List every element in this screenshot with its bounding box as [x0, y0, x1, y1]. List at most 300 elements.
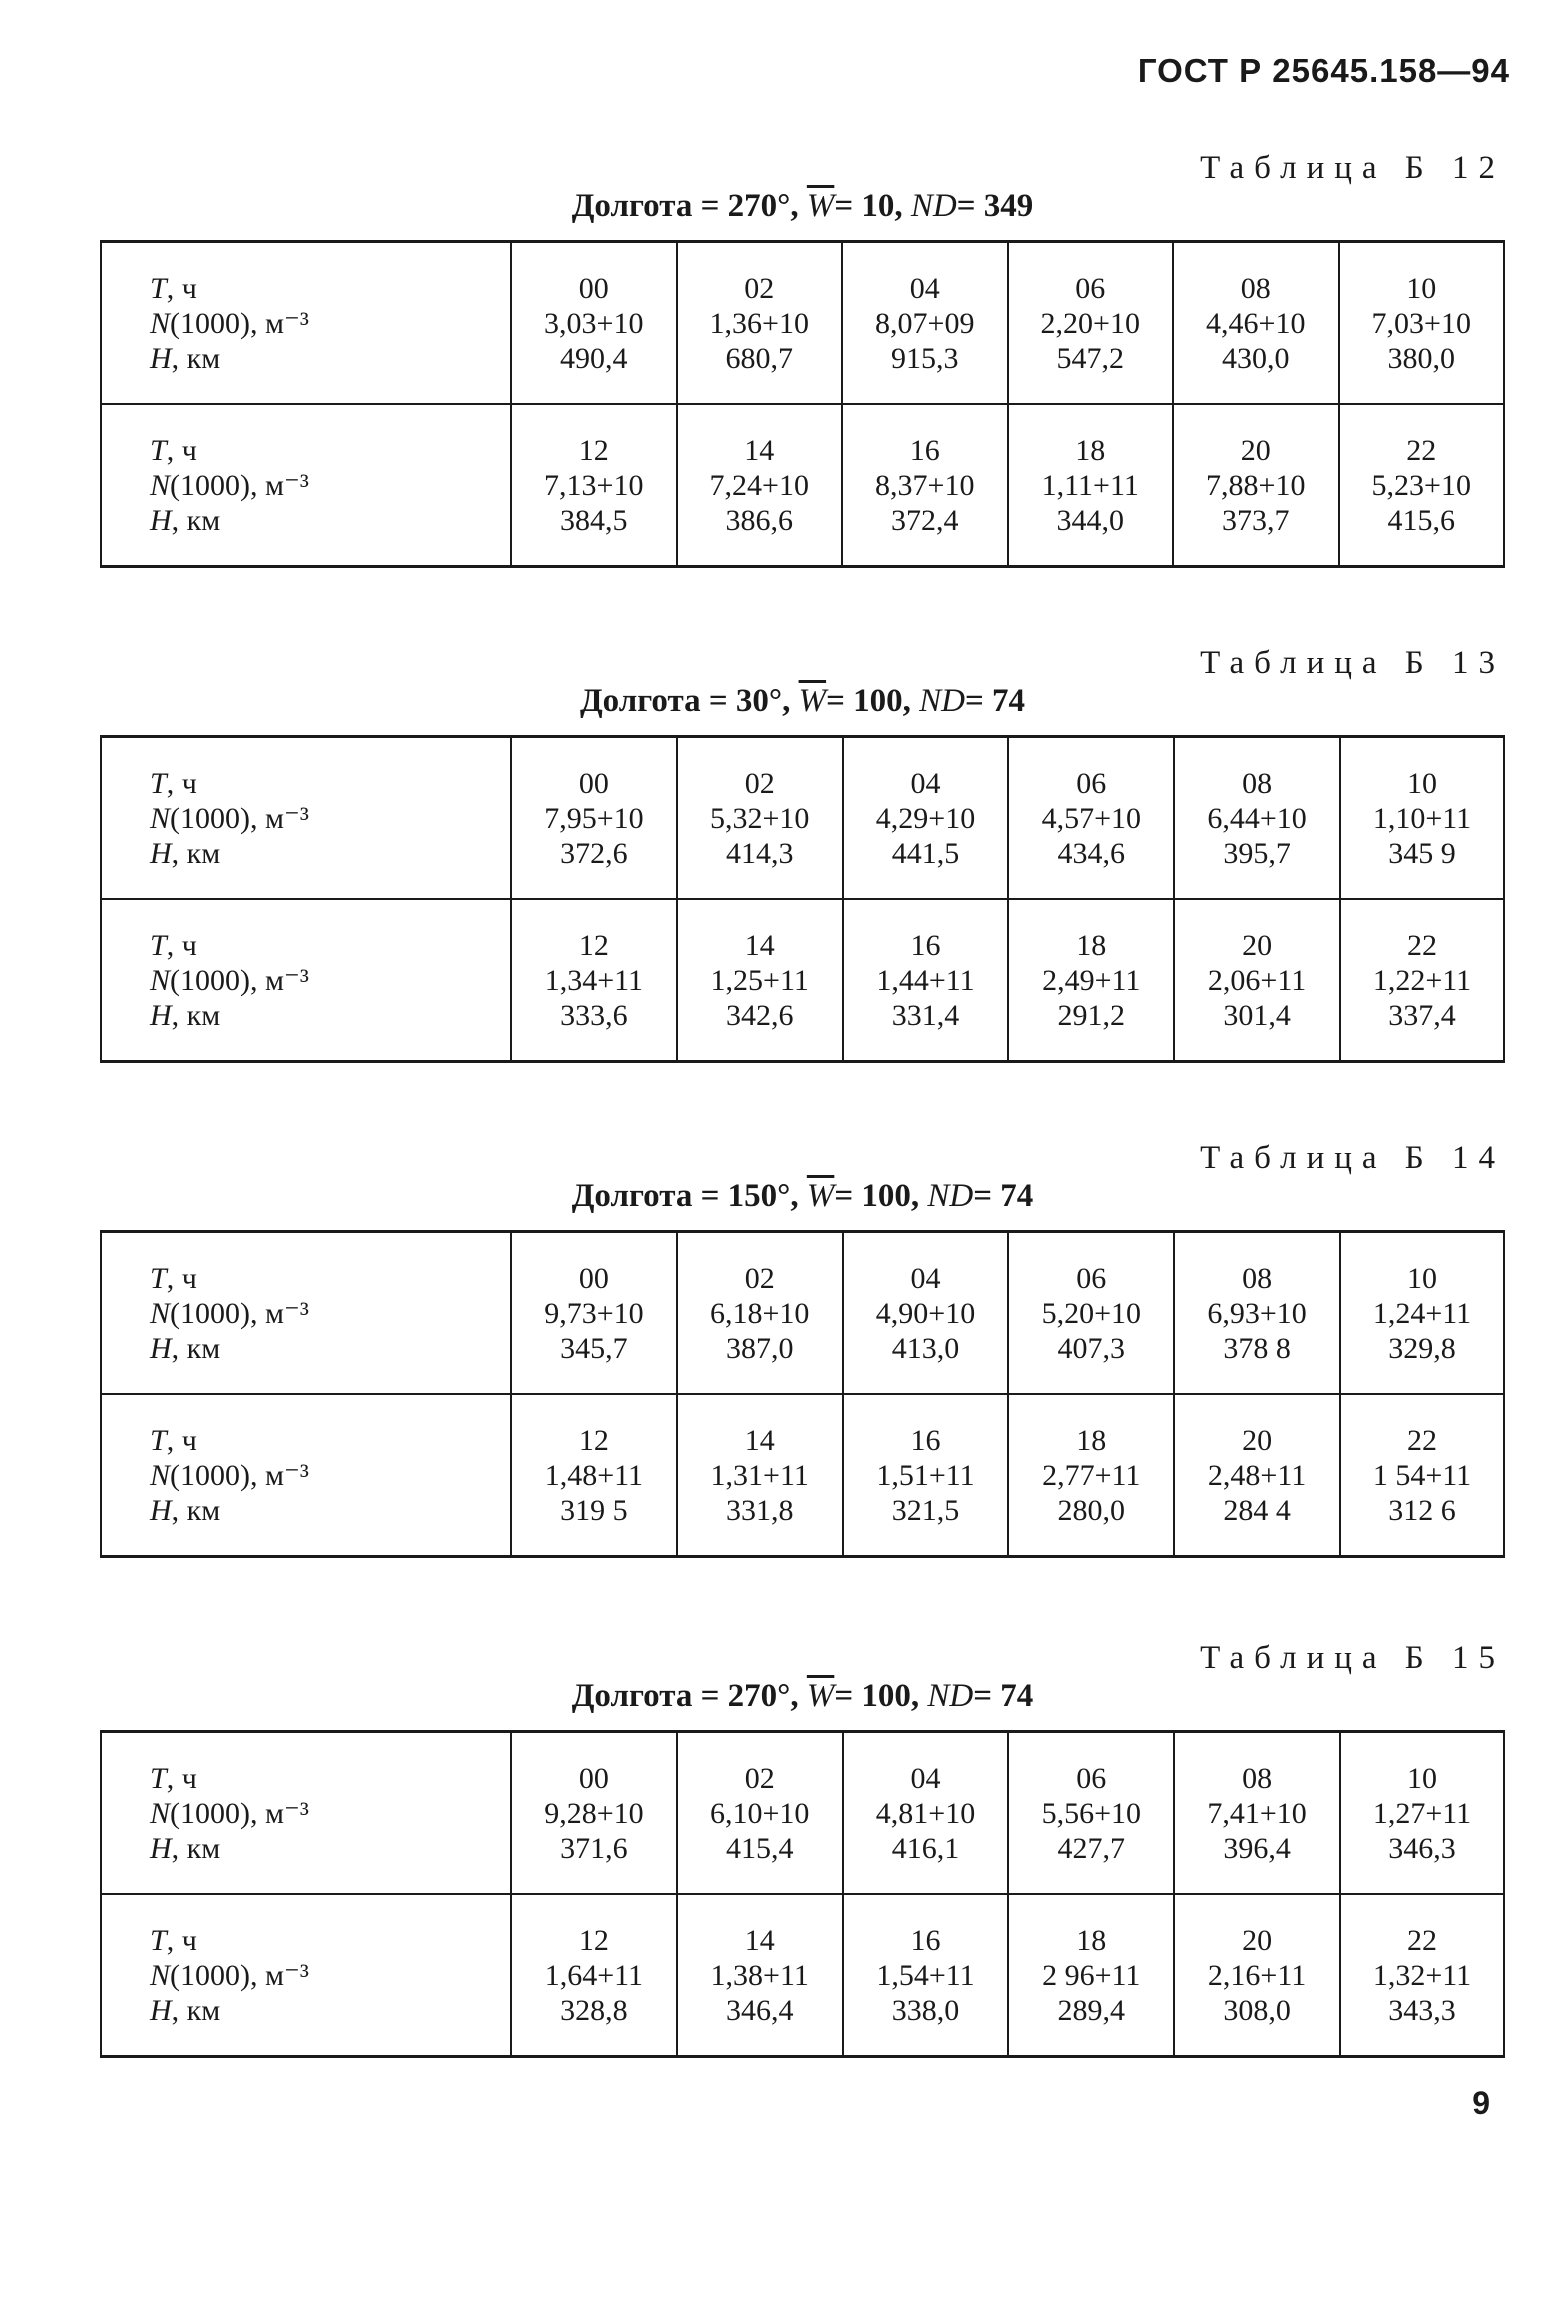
param-labels-cell	[101, 737, 511, 900]
value-cell	[1008, 737, 1174, 900]
caption-w-symbol: $\overline{W}$	[806, 1678, 835, 1714]
param-unit-height: , км	[171, 1831, 221, 1865]
cell-density-value: 5,20+10	[1041, 1296, 1141, 1330]
table-label: Таблица Б 14	[1200, 1140, 1505, 1176]
param-label-time	[150, 271, 510, 306]
value-cell	[1340, 737, 1504, 900]
cell-density-value: 7,88+10	[1206, 468, 1306, 502]
cell-height-value: 915,3	[891, 341, 959, 375]
cell-height-value: 380,0	[1387, 341, 1455, 375]
cell-density-value: 4,29+10	[875, 801, 976, 835]
value-cell	[1340, 1894, 1504, 2057]
cell-height-value: 329,8	[1388, 1331, 1456, 1365]
cell-time-value: 18	[1076, 928, 1107, 962]
value-cell	[677, 1732, 843, 1895]
cell-height-value: 289,4	[1057, 1993, 1126, 2027]
value-cell	[1174, 899, 1340, 1062]
value-cell	[1008, 1732, 1174, 1895]
value-cell	[1008, 1894, 1174, 2057]
cell-time-value: 08	[1242, 1261, 1273, 1295]
param-label-height	[150, 341, 510, 376]
param-unit-density: (1000), м⁻³	[170, 1958, 309, 1992]
value-cell	[1174, 1232, 1340, 1395]
value-cell	[1008, 1232, 1174, 1395]
value-cell	[1008, 404, 1174, 567]
param-symbol-density: N	[150, 801, 171, 835]
value-cell	[1339, 404, 1505, 567]
cell-density-value: 1,54+11	[876, 1958, 975, 1992]
cell-height-value: 386,6	[725, 503, 793, 537]
cell-density-value: 1 54+11	[1372, 1458, 1472, 1492]
cell-density-value: 2 96+11	[1042, 1958, 1141, 1992]
caption-w-symbol: $\overline{W}$	[806, 1178, 835, 1214]
cell-height-value: 441,5	[891, 836, 960, 870]
value-cell	[1340, 1232, 1504, 1395]
param-symbol-density: N	[150, 1958, 171, 1992]
caption-longitude: Долгота = 150°,	[571, 1178, 799, 1214]
param-symbol-density: N	[150, 963, 171, 997]
cell-height-value: 407,3	[1057, 1331, 1126, 1365]
value-cell	[842, 404, 1008, 567]
cell-time-value: 20	[1240, 433, 1271, 467]
cell-height-value: 547,2	[1056, 341, 1124, 375]
cell-density-value: 6,93+10	[1207, 1296, 1307, 1330]
cell-time-value: 12	[578, 1423, 609, 1457]
cell-height-value: 396,4	[1223, 1831, 1291, 1865]
value-cell	[843, 1894, 1009, 2057]
param-unit-height: , км	[171, 1331, 221, 1365]
value-cell	[511, 404, 677, 567]
cell-density-value: 6,18+10	[709, 1296, 810, 1330]
caption-longitude: Долгота = 270°,	[571, 188, 799, 224]
table-caption	[100, 1678, 1505, 1715]
caption-nd-value: = 74	[973, 1678, 1034, 1714]
table-row	[101, 404, 1504, 567]
param-symbol-height: H	[150, 1331, 172, 1365]
param-symbol-time: T	[150, 928, 167, 962]
caption-w-symbol: $\overline{W}$	[806, 188, 835, 224]
value-cell	[511, 1232, 677, 1395]
value-cell	[1340, 899, 1504, 1062]
cell-density-value: 1,38+11	[710, 1958, 809, 1992]
cell-time-value: 02	[744, 1761, 775, 1795]
param-symbol-density: N	[150, 1458, 171, 1492]
cell-density-value: 8,37+10	[875, 468, 975, 502]
value-cell	[511, 1394, 677, 1557]
cell-density-value: 1,11+11	[1041, 468, 1139, 502]
cell-height-value: 338,0	[891, 1993, 960, 2027]
cell-height-value: 413,0	[891, 1331, 960, 1365]
cell-time-value: 10	[1406, 766, 1437, 800]
caption-nd-symbol: ND	[927, 1178, 974, 1214]
cell-height-value: 395,7	[1223, 836, 1291, 870]
cell-time-value: 18	[1076, 1423, 1107, 1457]
cell-density-value: 1,48+11	[544, 1458, 644, 1492]
value-cell	[1008, 899, 1174, 1062]
cell-time-value: 12	[578, 433, 609, 467]
param-label-time	[150, 433, 510, 468]
cell-density-value: 2,16+11	[1207, 1958, 1307, 1992]
param-symbol-time: T	[150, 271, 167, 305]
cell-density-value: 5,23+10	[1371, 468, 1471, 502]
table-row	[101, 1732, 1504, 1895]
cell-density-value: 1,32+11	[1372, 1958, 1472, 1992]
cell-density-value: 3,03+10	[544, 306, 644, 340]
table-row	[101, 1894, 1504, 2057]
param-label-density	[150, 306, 510, 341]
cell-density-value: 9,73+10	[544, 1296, 644, 1330]
value-cell	[843, 899, 1009, 1062]
cell-density-value: 4,81+10	[875, 1796, 976, 1830]
param-symbol-time: T	[150, 1761, 167, 1795]
value-cell	[843, 737, 1009, 900]
param-symbol-density: N	[150, 306, 171, 340]
param-label-density	[150, 1958, 510, 1993]
param-label-time	[150, 1423, 510, 1458]
cell-time-value: 06	[1075, 271, 1106, 305]
caption-nd-value: = 349	[956, 188, 1034, 224]
cell-height-value: 384,5	[560, 503, 628, 537]
cell-density-value: 5,56+10	[1041, 1796, 1141, 1830]
cell-height-value: 337,4	[1388, 998, 1456, 1032]
cell-time-value: 08	[1240, 271, 1271, 305]
param-unit-time: , ч	[166, 1261, 197, 1295]
cell-time-value: 10	[1406, 271, 1437, 305]
param-labels-cell	[101, 1894, 511, 2057]
table-row	[101, 737, 1504, 900]
cell-time-value: 10	[1406, 1761, 1437, 1795]
value-cell	[843, 1732, 1009, 1895]
param-label-height	[150, 1993, 510, 2028]
param-unit-time: , ч	[166, 928, 197, 962]
value-cell	[1174, 1394, 1340, 1557]
param-unit-density: (1000), м⁻³	[170, 1796, 309, 1830]
caption-w-symbol: $\overline{W}$	[798, 683, 827, 719]
caption-nd-symbol: ND	[910, 188, 957, 224]
param-label-time	[150, 1761, 510, 1796]
cell-time-value: 08	[1242, 1761, 1273, 1795]
table-caption	[100, 188, 1505, 225]
cell-height-value: 308,0	[1223, 1993, 1291, 2027]
param-unit-density: (1000), м⁻³	[170, 963, 309, 997]
cell-density-value: 4,57+10	[1041, 801, 1141, 835]
cell-time-value: 06	[1076, 1261, 1107, 1295]
cell-height-value: 301,4	[1223, 998, 1291, 1032]
table-row	[101, 242, 1504, 405]
cell-height-value: 284 4	[1223, 1493, 1291, 1527]
cell-time-value: 14	[744, 1923, 775, 1957]
table-label: Таблица Б 15	[1200, 1640, 1505, 1676]
cell-time-value: 16	[910, 1923, 941, 1957]
caption-w-value: = 100,	[834, 1178, 920, 1214]
caption-nd-symbol: ND	[919, 683, 965, 719]
param-unit-density: (1000), м⁻³	[170, 1296, 309, 1330]
caption-w-value: = 100,	[826, 683, 911, 719]
cell-height-value: 414,3	[725, 836, 794, 870]
caption-nd-value: = 74	[973, 1178, 1034, 1214]
cell-height-value: 343,3	[1388, 1993, 1456, 2027]
cell-density-value: 5,32+10	[709, 801, 810, 835]
cell-time-value: 02	[744, 271, 775, 305]
cell-density-value: 1,10+11	[1372, 801, 1472, 835]
param-unit-height: , км	[171, 998, 221, 1032]
cell-height-value: 280,0	[1057, 1493, 1126, 1527]
param-symbol-time: T	[150, 1423, 167, 1457]
cell-time-value: 04	[909, 271, 940, 305]
param-symbol-density: N	[150, 1296, 171, 1330]
cell-time-value: 00	[578, 1261, 609, 1295]
param-symbol-height: H	[150, 1993, 172, 2027]
param-unit-height: , км	[171, 836, 221, 870]
cell-time-value: 06	[1076, 1761, 1107, 1795]
param-labels-cell	[101, 1732, 511, 1895]
cell-time-value: 14	[744, 1423, 775, 1457]
cell-density-value: 1,34+11	[544, 963, 644, 997]
cell-height-value: 427,7	[1057, 1831, 1126, 1865]
page-number: 9	[1472, 2085, 1490, 2121]
value-cell	[1174, 1894, 1340, 2057]
cell-density-value: 4,46+10	[1206, 306, 1306, 340]
cell-height-value: 333,6	[560, 998, 628, 1032]
cell-height-value: 319 5	[560, 1493, 628, 1527]
param-symbol-height: H	[150, 836, 172, 870]
cell-density-value: 7,41+10	[1207, 1796, 1307, 1830]
cell-height-value: 415,4	[725, 1831, 794, 1865]
param-symbol-height: H	[150, 1831, 172, 1865]
cell-time-value: 12	[578, 928, 609, 962]
param-labels-cell	[101, 899, 511, 1062]
value-cell	[1174, 1732, 1340, 1895]
param-symbol-height: H	[150, 503, 172, 537]
data-table	[100, 1730, 1505, 2058]
cell-time-value: 14	[744, 928, 775, 962]
cell-time-value: 00	[578, 271, 609, 305]
value-cell	[511, 737, 677, 900]
param-unit-height: , км	[171, 1993, 221, 2027]
cell-height-value: 371,6	[560, 1831, 628, 1865]
value-cell	[511, 899, 677, 1062]
cell-density-value: 7,13+10	[544, 468, 644, 502]
value-cell	[511, 1732, 677, 1895]
page-header: ГОСТ Р 25645.158—94	[1137, 52, 1510, 89]
cell-height-value: 346,4	[725, 1993, 794, 2027]
caption-w-value: = 10,	[834, 188, 903, 224]
param-label-time	[150, 1261, 510, 1296]
cell-time-value: 20	[1242, 1923, 1273, 1957]
cell-height-value: 291,2	[1057, 998, 1126, 1032]
param-unit-time: , ч	[166, 1761, 197, 1795]
caption-w-value: = 100,	[834, 1678, 920, 1714]
caption-longitude: Долгота = 270°,	[571, 1678, 799, 1714]
cell-height-value: 345 9	[1388, 836, 1456, 870]
value-cell	[1340, 1732, 1504, 1895]
param-label-height	[150, 503, 510, 538]
table-row	[101, 1232, 1504, 1395]
value-cell	[677, 899, 843, 1062]
param-label-time	[150, 928, 510, 963]
param-labels-cell	[101, 1394, 511, 1557]
value-cell	[677, 1894, 843, 2057]
cell-time-value: 04	[910, 1261, 941, 1295]
cell-density-value: 6,10+10	[709, 1796, 810, 1830]
table-row	[101, 1394, 1504, 1557]
cell-time-value: 00	[578, 766, 609, 800]
param-unit-density: (1000), м⁻³	[170, 468, 309, 502]
cell-height-value: 415,6	[1387, 503, 1455, 537]
cell-time-value: 20	[1242, 1423, 1273, 1457]
param-unit-time: , ч	[166, 433, 197, 467]
param-label-density	[150, 1458, 510, 1493]
param-symbol-height: H	[150, 998, 172, 1032]
param-symbol-time: T	[150, 1261, 167, 1295]
cell-density-value: 7,95+10	[544, 801, 644, 835]
cell-density-value: 1,25+11	[710, 963, 809, 997]
cell-density-value: 9,28+10	[544, 1796, 644, 1830]
param-label-density	[150, 801, 510, 836]
param-symbol-density: N	[150, 1796, 171, 1830]
param-unit-density: (1000), м⁻³	[170, 801, 309, 835]
param-label-height	[150, 1493, 510, 1528]
cell-density-value: 1,24+11	[1372, 1296, 1472, 1330]
caption-longitude: Долгота = 30°,	[579, 683, 791, 719]
cell-density-value: 1,44+11	[876, 963, 975, 997]
cell-height-value: 328,8	[560, 1993, 628, 2027]
cell-height-value: 331,4	[891, 998, 960, 1032]
value-cell	[1340, 1394, 1504, 1557]
param-unit-time: , ч	[166, 1423, 197, 1457]
data-table	[100, 735, 1505, 1063]
value-cell	[677, 404, 843, 567]
param-label-height	[150, 836, 510, 871]
cell-height-value: 345,7	[560, 1331, 628, 1365]
cell-density-value: 4,90+10	[875, 1296, 976, 1330]
param-label-density	[150, 963, 510, 998]
cell-height-value: 387,0	[725, 1331, 794, 1365]
value-cell	[843, 1232, 1009, 1395]
value-cell	[677, 1232, 843, 1395]
param-labels-cell	[101, 242, 511, 405]
cell-time-value: 18	[1076, 1923, 1107, 1957]
table-block	[100, 150, 1505, 610]
param-unit-time: , ч	[166, 1923, 197, 1957]
param-label-density	[150, 1296, 510, 1331]
value-cell	[677, 737, 843, 900]
cell-density-value: 1,64+11	[544, 1958, 644, 1992]
cell-height-value: 490,4	[560, 341, 628, 375]
cell-density-value: 1,22+11	[1372, 963, 1472, 997]
cell-density-value: 7,24+10	[709, 468, 809, 502]
table-caption	[100, 1178, 1505, 1215]
table-block	[100, 1140, 1505, 1600]
table-label: Таблица Б 13	[1200, 645, 1505, 681]
value-cell	[1008, 1394, 1174, 1557]
param-unit-time: , ч	[166, 271, 197, 305]
param-label-time	[150, 1923, 510, 1958]
value-cell	[677, 1394, 843, 1557]
cell-density-value: 2,06+11	[1207, 963, 1307, 997]
param-symbol-height: H	[150, 341, 172, 375]
cell-time-value: 04	[910, 766, 941, 800]
caption-nd-value: = 74	[964, 683, 1026, 719]
cell-time-value: 02	[744, 1261, 775, 1295]
cell-time-value: 16	[910, 928, 941, 962]
param-label-time	[150, 766, 510, 801]
param-unit-height: , км	[171, 503, 221, 537]
param-symbol-height: H	[150, 1493, 172, 1527]
cell-height-value: 331,8	[725, 1493, 794, 1527]
param-label-density	[150, 1796, 510, 1831]
cell-density-value: 2,20+10	[1040, 306, 1140, 340]
cell-height-value: 372,4	[891, 503, 959, 537]
cell-time-value: 22	[1406, 1423, 1437, 1457]
cell-time-value: 04	[910, 1761, 941, 1795]
data-table	[100, 1230, 1505, 1558]
value-cell	[677, 242, 843, 405]
value-cell	[842, 242, 1008, 405]
cell-height-value: 342,6	[725, 998, 794, 1032]
cell-density-value: 1,31+11	[710, 1458, 809, 1492]
param-label-density	[150, 468, 510, 503]
param-symbol-time: T	[150, 433, 167, 467]
value-cell	[1174, 737, 1340, 900]
cell-time-value: 12	[578, 1923, 609, 1957]
param-symbol-density: N	[150, 468, 171, 502]
table-row	[101, 899, 1504, 1062]
table-block	[100, 1640, 1505, 2100]
cell-time-value: 18	[1075, 433, 1106, 467]
cell-height-value: 321,5	[891, 1493, 960, 1527]
cell-time-value: 06	[1076, 766, 1107, 800]
cell-time-value: 16	[909, 433, 940, 467]
cell-density-value: 2,48+11	[1207, 1458, 1307, 1492]
cell-height-value: 312 6	[1388, 1493, 1456, 1527]
value-cell	[1008, 242, 1174, 405]
param-label-height	[150, 998, 510, 1033]
value-cell	[843, 1394, 1009, 1557]
cell-time-value: 10	[1406, 1261, 1437, 1295]
param-unit-density: (1000), м⁻³	[170, 1458, 309, 1492]
cell-density-value: 6,44+10	[1207, 801, 1307, 835]
cell-height-value: 346,3	[1388, 1831, 1456, 1865]
param-unit-density: (1000), м⁻³	[170, 306, 309, 340]
cell-density-value: 1,36+10	[709, 306, 809, 340]
caption-nd-symbol: ND	[927, 1678, 974, 1714]
value-cell	[511, 1894, 677, 2057]
cell-density-value: 2,49+11	[1042, 963, 1141, 997]
value-cell	[1339, 242, 1505, 405]
cell-density-value: 8,07+09	[875, 306, 975, 340]
value-cell	[1173, 404, 1339, 567]
cell-density-value: 1,51+11	[876, 1458, 975, 1492]
cell-height-value: 416,1	[891, 1831, 960, 1865]
cell-density-value: 7,03+10	[1371, 306, 1471, 340]
param-label-height	[150, 1331, 510, 1366]
param-unit-time: , ч	[166, 766, 197, 800]
table-caption	[100, 683, 1505, 720]
table-label: Таблица Б 12	[1200, 150, 1505, 186]
cell-time-value: 14	[744, 433, 775, 467]
cell-height-value: 430,0	[1222, 341, 1290, 375]
param-label-height	[150, 1831, 510, 1866]
cell-time-value: 22	[1406, 433, 1437, 467]
table-block	[100, 645, 1505, 1105]
param-symbol-time: T	[150, 1923, 167, 1957]
param-labels-cell	[101, 1232, 511, 1395]
cell-time-value: 22	[1406, 1923, 1437, 1957]
cell-time-value: 16	[910, 1423, 941, 1457]
param-labels-cell	[101, 404, 511, 567]
cell-height-value: 680,7	[725, 341, 793, 375]
